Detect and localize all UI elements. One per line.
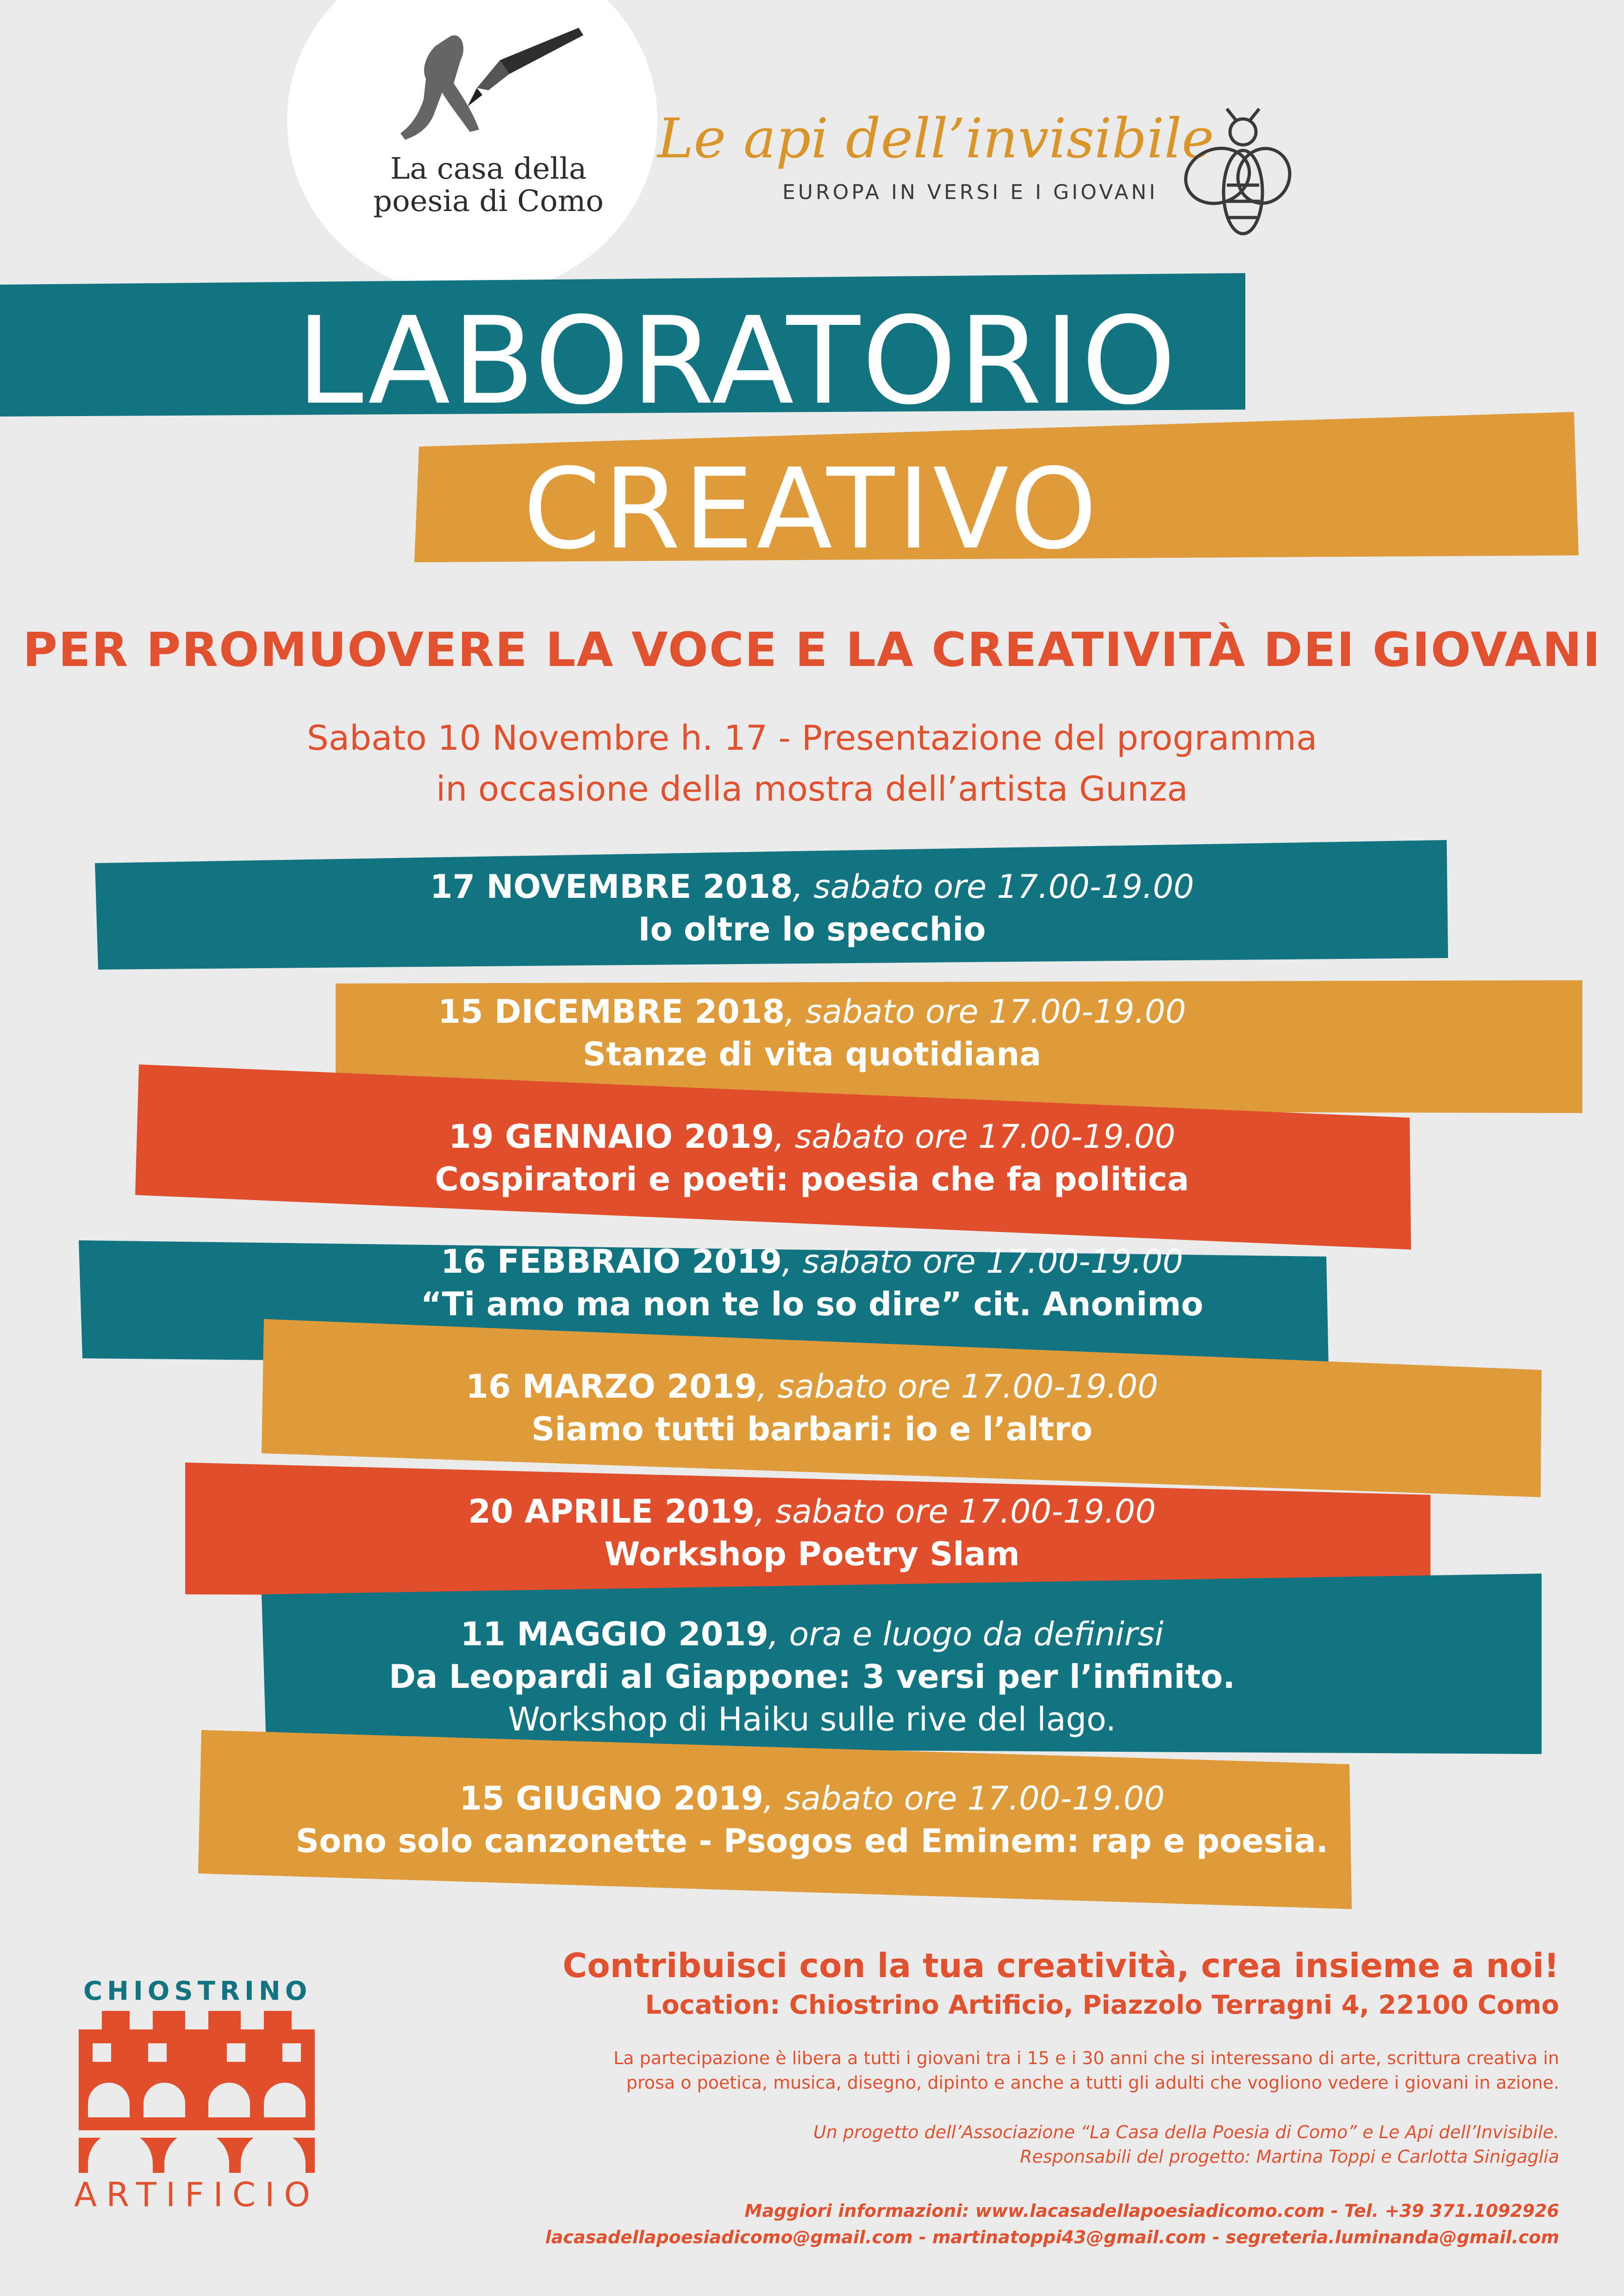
- project-line1: Un progetto dell’Associazione “La Casa della Poesia di Como” e Le Api dell’Invisibile.: [813, 2122, 1559, 2142]
- event-time: , sabato ore 17.00-19.00: [774, 1118, 1175, 1156]
- venue-logo-bottom-text: ARTIFICIO: [74, 2175, 320, 2214]
- event-date: 15 DICEMBRE 2018: [438, 993, 785, 1031]
- event-time: , sabato ore 17.00-19.00: [785, 993, 1186, 1031]
- event-time: , sabato ore 17.00-19.00: [782, 1243, 1183, 1281]
- event-date: 16 MARZO 2019: [466, 1368, 757, 1406]
- event-3: [0, 1115, 1624, 1201]
- event-date: 11 MAGGIO 2019: [460, 1615, 768, 1653]
- event-time: , ora e luogo da definirsi: [768, 1615, 1164, 1653]
- event-title: Workshop Poetry Slam: [604, 1535, 1020, 1573]
- event-title: Sono solo canzonette - Psogos ed Eminem: rap e poesia.: [295, 1822, 1329, 1860]
- event-time: , sabato ore 17.00-19.00: [763, 1780, 1165, 1817]
- event-title: Io oltre lo specchio: [638, 910, 986, 948]
- event-5: [0, 1365, 1624, 1450]
- event-7: [0, 1613, 1624, 1741]
- intro-line1: Sabato 10 Novembre h. 17 - Presentazione del programma: [306, 718, 1318, 758]
- event-date: 16 FEBBRAIO 2019: [441, 1243, 782, 1281]
- event-title: Siamo tutti barbari: io e l’altro: [531, 1410, 1093, 1448]
- event-date: 19 GENNAIO 2019: [449, 1118, 775, 1156]
- event-8: [0, 1777, 1624, 1862]
- event-date: 20 APRILE 2019: [468, 1493, 755, 1531]
- api-logo-title: Le api dell’invisibile: [657, 106, 1214, 170]
- cloister-building-icon: [79, 2011, 315, 2173]
- info-line2: lacasadellapoesiadicomo@gmail.com - martinatoppi43@gmail.com - segreteria.luminanda@gmail.com: [545, 2227, 1559, 2247]
- event-time: , sabato ore 17.00-19.00: [793, 868, 1194, 906]
- event-time: , sabato ore 17.00-19.00: [755, 1493, 1156, 1531]
- title-line2: CREATIVO: [523, 444, 1100, 574]
- event-date: 15 GIUGNO 2019: [459, 1780, 764, 1817]
- project-line2: Responsabili del progetto: Martina Toppi e Carlotta Sinigaglia: [1020, 2147, 1559, 2167]
- participation-line1: La partecipazione è libera a tutti i giovani tra i 15 e i 30 anni che si interessano di arte, scrittura creativa in: [613, 2048, 1559, 2068]
- event-description: Workshop di Haiku sulle rive del lago.: [508, 1700, 1116, 1738]
- venue-logo-top-text: CHIOSTRINO: [83, 1976, 312, 2006]
- info-line1: Maggiori informazioni: www.lacasadellapoesiadicomo.com - Tel. +39 371.1092926: [744, 2201, 1559, 2221]
- event-1: [0, 865, 1624, 951]
- api-logo-subtitle: EUROPA IN VERSI E I GIOVANI: [782, 180, 1158, 204]
- event-title: “Ti amo ma non te lo so dire” cit. Anonimo: [420, 1285, 1204, 1323]
- event-date: 17 NOVEMBRE 2018: [430, 868, 793, 906]
- event-title: Cospiratori e poeti: poesia che fa politica: [435, 1160, 1189, 1198]
- call-to-action: Contribuisci con la tua creatività, crea insieme a noi!: [562, 1946, 1559, 1985]
- title-line1: LABORATORIO: [296, 292, 1178, 431]
- location: Location: Chiostrino Artificio, Piazzolo Terragni 4, 22100 Como: [645, 1990, 1559, 2020]
- intro-line2: in occasione della mostra dell’artista Gunza: [436, 769, 1188, 809]
- subheading: PER PROMUOVERE LA VOCE E LA CREATIVITÀ DEI GIOVANI: [23, 622, 1601, 678]
- event-title: Da Leopardi al Giappone: 3 versi per l’infinito.: [389, 1658, 1235, 1696]
- event-title: Stanze di vita quotidiana: [582, 1035, 1042, 1073]
- event-time: , sabato ore 17.00-19.00: [757, 1368, 1158, 1406]
- participation-line2: prosa o poetica, musica, disegno, dipinto e anche a tutti gli adulti che vogliono vedere i giovani in azione.: [626, 2072, 1559, 2093]
- casa-logo-line1: La casa della: [390, 152, 587, 186]
- event-6: [0, 1490, 1624, 1575]
- event-2: [0, 990, 1624, 1076]
- event-4: [0, 1240, 1624, 1325]
- casa-logo-line2: poesia di Como: [373, 184, 604, 218]
